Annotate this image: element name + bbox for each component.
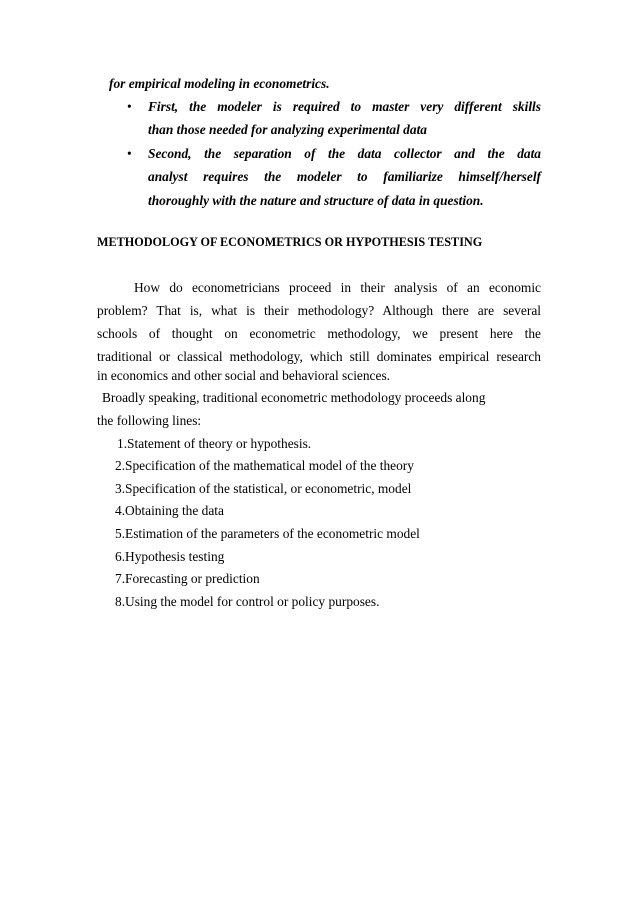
step-item: 1.Statement of theory or hypothesis. [117, 436, 312, 451]
step-item: 3.Specification of the statistical, or econometric, model [115, 481, 412, 496]
paragraph-line-2: problem? That is, what is their methodology? Although there are several [97, 303, 541, 318]
broadly-line-2: the following lines: [97, 413, 202, 428]
step-item: 7.Forecasting or prediction [115, 571, 260, 586]
section-heading: METHODOLOGY OF ECONOMETRICS OR HYPOTHESIS TESTING [97, 235, 483, 249]
bullet-2-line-1: Second, the separation of the data collector and the data [148, 146, 541, 161]
bullet-marker: • [127, 99, 132, 114]
paragraph-line-5: in economics and other social and behavioral sciences. [97, 368, 390, 383]
step-item: 4.Obtaining the data [115, 503, 224, 518]
paragraph-line-3: schools of thought on econometric methodology, we present here the [97, 326, 541, 341]
bullet-2-line-2: analyst requires the modeler to familiarize himself/herself [148, 169, 541, 184]
paragraph-line-4: traditional or classical methodology, which still dominates empirical research [97, 349, 541, 364]
step-item: 6.Hypothesis testing [115, 549, 225, 564]
bullet-marker: • [127, 146, 132, 161]
paragraph-line-1: How do econometricians proceed in their analysis of an economic [134, 280, 541, 295]
bullet-2-line-3: thoroughly with the nature and structure of data in question. [148, 193, 484, 208]
step-item: 5.Estimation of the parameters of the econometric model [115, 526, 420, 541]
bullet-1-line-2: than those needed for analyzing experimental data [148, 122, 427, 137]
broadly-line-1: Broadly speaking, traditional econometric methodology proceeds along [102, 390, 486, 405]
step-item: 2.Specification of the mathematical model of the theory [115, 458, 414, 473]
bullet-1-line-1: First, the modeler is required to master very different skills [148, 99, 541, 114]
intro-line: for empirical modeling in econometrics. [109, 76, 330, 91]
step-item: 8.Using the model for control or policy purposes. [115, 594, 380, 609]
